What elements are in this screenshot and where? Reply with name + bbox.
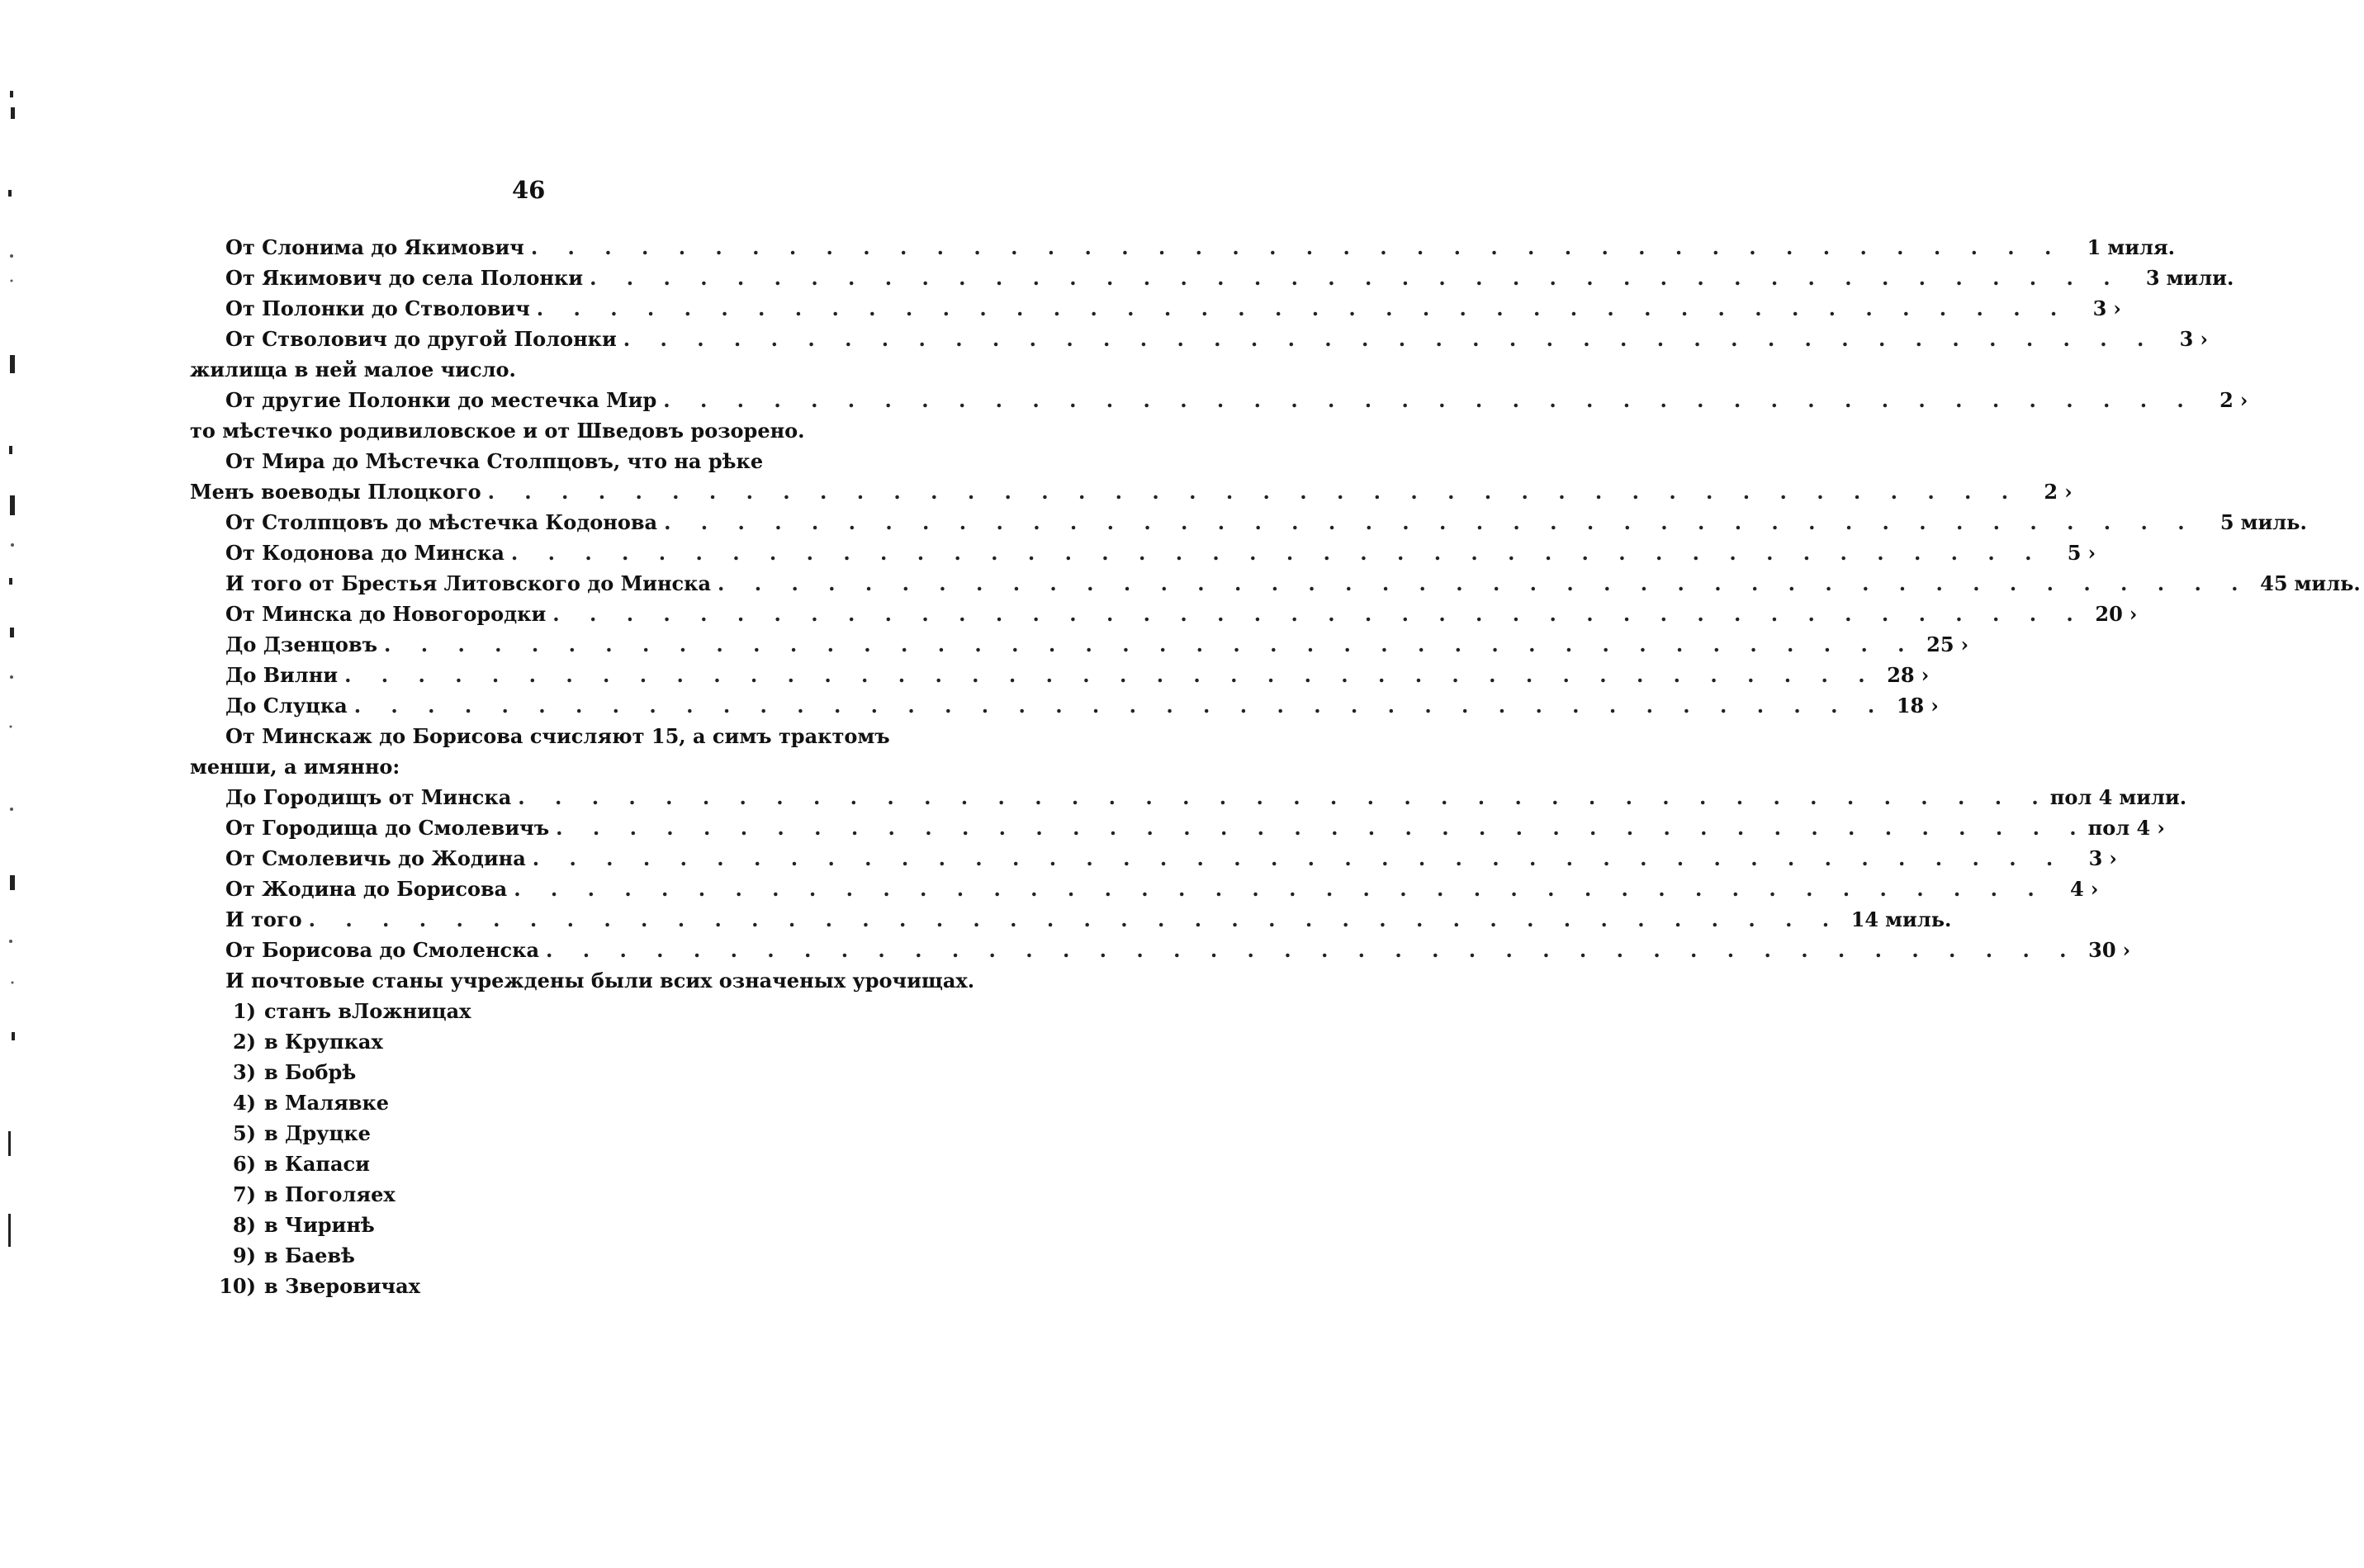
- route-line: [225, 263, 2234, 293]
- list-text: в Крупках: [264, 1030, 383, 1054]
- list-number: 5): [232, 1121, 256, 1145]
- route-line: [225, 843, 2117, 874]
- dot-leader: . . . . . . . . . . . . . . . . . . . . . . . . . . . . . . . . . . . . . . . . . .: [664, 510, 2196, 534]
- continuation-line: жилища в ней малое число.: [190, 358, 516, 381]
- route-text: От Слонима до Якимович: [225, 235, 524, 259]
- dot-leader: . . . . . . . . . . . . . . . . . . . . . . . . . . . . . . . . . . . . . . . . . .: [532, 846, 2065, 870]
- route-line: [225, 874, 2099, 904]
- route-text: До Дзенцовъ: [225, 632, 378, 656]
- dot-leader: . . . . . . . . . . . . . . . . . . . . . . . . . . . . . . . . . . . . . . . . . .: [487, 480, 2021, 504]
- route-unit: ›: [2122, 938, 2131, 962]
- list-text: в Зверовичах: [264, 1274, 420, 1298]
- route-unit: ›: [1931, 694, 1939, 718]
- route-text: От другие Полонки до местечка Мир: [225, 388, 657, 412]
- route-unit: ›: [2200, 327, 2208, 351]
- route-distance: 3: [2145, 266, 2160, 290]
- list-text: в Поголяех: [264, 1182, 396, 1206]
- dot-leader: . . . . . . . . . . . . . . . . . . . . . . . . . . . . . . . . . . . . . . . . . .: [353, 694, 1887, 718]
- dot-leader: . . . . . . . . . . . . . . . . . . . . . . . . . . . . . . . . . . . . . . . . . .: [530, 235, 2063, 259]
- scan-margin-marks: [0, 83, 33, 1321]
- list-text: в Капаси: [264, 1152, 370, 1176]
- list-number: 9): [232, 1244, 256, 1267]
- route-line: [225, 232, 2176, 263]
- route-text: От Якимович до села Полонки: [225, 266, 584, 290]
- list-item: [211, 1118, 371, 1149]
- list-item: [211, 1271, 420, 1301]
- dot-leader: . . . . . . . . . . . . . . . . . . . . . . . . . . . . . . . . . . . . . . . . . .: [663, 388, 2196, 412]
- dot-leader: . . . . . . . . . . . . . . . . . . . . . . . . . . . . . . . . . . . . . . . . . .: [308, 907, 1841, 931]
- route-line: [225, 568, 2361, 599]
- list-text: в Друцке: [264, 1121, 371, 1145]
- route-line: [225, 538, 2096, 568]
- list-number: 10): [219, 1274, 256, 1298]
- list-number: 8): [232, 1213, 256, 1237]
- list-text: в Чиринѣ: [264, 1213, 375, 1237]
- route-text: И того: [225, 907, 302, 931]
- route-text: От Кодонова до Минска: [225, 541, 505, 565]
- route-distance: 20: [2095, 602, 2123, 626]
- list-text: в Малявке: [264, 1091, 390, 1115]
- route-distance: 3: [2092, 296, 2107, 320]
- route-unit: ›: [2087, 541, 2096, 565]
- continuation-line: то мѣстечко родивиловское и от Шведовъ розорено.: [190, 419, 805, 443]
- route-line: [225, 629, 1969, 660]
- list-number: 2): [232, 1030, 256, 1054]
- route-distance: 2: [2044, 480, 2058, 504]
- route-unit: ›: [1921, 663, 1930, 687]
- dot-leader: . . . . . . . . . . . . . . . . . . . . . . . . . . . . . . . . . . . . . . . . . .: [552, 602, 2085, 626]
- route-text: До Слуцка: [225, 694, 348, 718]
- route-distance: 3: [2088, 846, 2103, 870]
- route-distance: 18: [1896, 694, 1925, 718]
- route-text: До Городищъ от Минска: [225, 785, 512, 809]
- dot-leader: . . . . . . . . . . . . . . . . . . . . . . . . . . . . . . . . . . . . . . . . . .: [556, 816, 2088, 840]
- route-text: Менъ воеводы Плоцкого: [190, 480, 481, 504]
- list-text: в Баевѣ: [264, 1244, 355, 1267]
- dot-leader: . . . . . . . . . . . . . . . . . . . . . . . . . . . . . . . . . . . . . . . . . .: [623, 327, 2156, 351]
- list-number: 6): [232, 1152, 256, 1176]
- route-line: [225, 599, 2138, 629]
- route-unit: ›: [2239, 388, 2248, 412]
- route-unit: ›: [2157, 816, 2165, 840]
- paragraph-line: И почтовые станы учреждены были всих означеных урочищах.: [225, 969, 975, 992]
- route-distance: 2: [2220, 388, 2234, 412]
- route-line: [225, 690, 1939, 721]
- route-text: От Полонки до Стволович: [225, 296, 530, 320]
- list-number: 4): [232, 1091, 256, 1115]
- dot-leader: . . . . . . . . . . . . . . . . . . . . . . . . . . . . . . . . . . . . . . . . . .: [344, 663, 1877, 687]
- list-item: [211, 1087, 389, 1118]
- route-line: [225, 782, 2187, 812]
- route-line: [225, 507, 2307, 538]
- dot-leader: . . . . . . . . . . . . . . . . . . . . . . . . . . . . . . . . . . . . . . . . . .: [510, 541, 2044, 565]
- route-unit: миль.: [1885, 907, 1952, 931]
- route-line: [225, 293, 2121, 324]
- dot-leader: . . . . . . . . . . . . . . . . . . . . . . . . . . . . . . . . . . . . . . . . . .: [546, 938, 2078, 962]
- route-unit: ›: [2109, 846, 2117, 870]
- dot-leader: . . . . . . . . . . . . . . . . . . . . . . . . . . . . . . . . . . . . . . . . . .: [536, 296, 2069, 320]
- route-text: И того от Брестья Литовского до Минска: [225, 571, 712, 595]
- dot-leader: . . . . . . . . . . . . . . . . . . . . . . . . . . . . . . . . . . . . . . . . . .: [384, 632, 1916, 656]
- list-item: [211, 1057, 356, 1087]
- route-distance: 30: [2088, 938, 2116, 962]
- route-line: [225, 385, 2248, 415]
- route-line: [225, 935, 2131, 965]
- route-text: От Стволович до другой Полонки: [225, 327, 617, 351]
- route-distance: 5: [2067, 541, 2082, 565]
- page-number: 46: [512, 176, 546, 204]
- dot-leader: . . . . . . . . . . . . . . . . . . . . . . . . . . . . . . . . . . . . . . . . . .: [590, 266, 2122, 290]
- route-text: От Жодина до Борисова: [225, 877, 508, 901]
- route-unit: миль.: [2294, 571, 2361, 595]
- route-line: [225, 324, 2208, 354]
- route-unit: миля.: [2107, 235, 2176, 259]
- list-text: в Бобрѣ: [264, 1060, 357, 1084]
- dot-leader: . . . . . . . . . . . . . . . . . . . . . . . . . . . . . . . . . . . . . . . . . .: [718, 571, 2250, 595]
- route-unit: ›: [2129, 602, 2138, 626]
- route-text: От Столпцовъ до мѣстечка Кодонова: [225, 510, 658, 534]
- route-unit: ›: [2090, 877, 2099, 901]
- route-distance: 14: [1850, 907, 1879, 931]
- list-item: [211, 1240, 355, 1271]
- route-text: От Борисова до Смоленска: [225, 938, 540, 962]
- route-distance: 45: [2260, 571, 2288, 595]
- route-distance: 4: [2070, 877, 2084, 901]
- route-unit: ›: [2064, 480, 2073, 504]
- route-line: [225, 812, 2165, 843]
- route-text: От Городища до Смолевичъ: [225, 816, 550, 840]
- route-text: До Вилни: [225, 663, 339, 687]
- route-distance: 5: [2220, 510, 2234, 534]
- dot-leader: . . . . . . . . . . . . . . . . . . . . . . . . . . . . . . . . . . . . . . . . . .: [518, 785, 2050, 809]
- paragraph-line: От Минскаж до Борисова счисляют 15, а симъ трактомъ: [225, 724, 890, 748]
- list-item: [211, 1179, 396, 1210]
- route-unit: миль.: [2240, 510, 2307, 534]
- continuation-line: менши, а имянно:: [190, 755, 400, 779]
- route-unit: мили.: [2166, 266, 2234, 290]
- dot-leader: . . . . . . . . . . . . . . . . . . . . . . . . . . . . . . . . . . . . . . . . . .: [514, 877, 2046, 901]
- route-unit: ›: [1960, 632, 1969, 656]
- route-distance: 1: [2087, 235, 2101, 259]
- list-item: [211, 996, 471, 1026]
- route-distance: 3: [2179, 327, 2194, 351]
- route-distance: 25: [1926, 632, 1954, 656]
- list-text: станъ вЛожницах: [264, 999, 471, 1023]
- list-item: [211, 1149, 370, 1179]
- list-number: 1): [232, 999, 256, 1023]
- route-distance: 28: [1887, 663, 1915, 687]
- list-item: [211, 1026, 383, 1057]
- route-line: [190, 476, 2073, 507]
- route-unit: мили.: [2119, 785, 2187, 809]
- list-item: [211, 1210, 375, 1240]
- list-number: 7): [232, 1182, 256, 1206]
- route-distance: пол 4: [2049, 785, 2113, 809]
- paragraph-line: От Мира до Мѣстечка Столпцовъ, что на рѣке: [225, 449, 764, 473]
- list-number: 3): [232, 1060, 256, 1084]
- route-line: [225, 660, 1930, 690]
- route-unit: ›: [2113, 296, 2121, 320]
- route-text: От Минска до Новогородки: [225, 602, 547, 626]
- route-line: [225, 904, 1952, 935]
- route-text: От Смолевичь до Жодина: [225, 846, 526, 870]
- route-distance: пол 4: [2087, 816, 2151, 840]
